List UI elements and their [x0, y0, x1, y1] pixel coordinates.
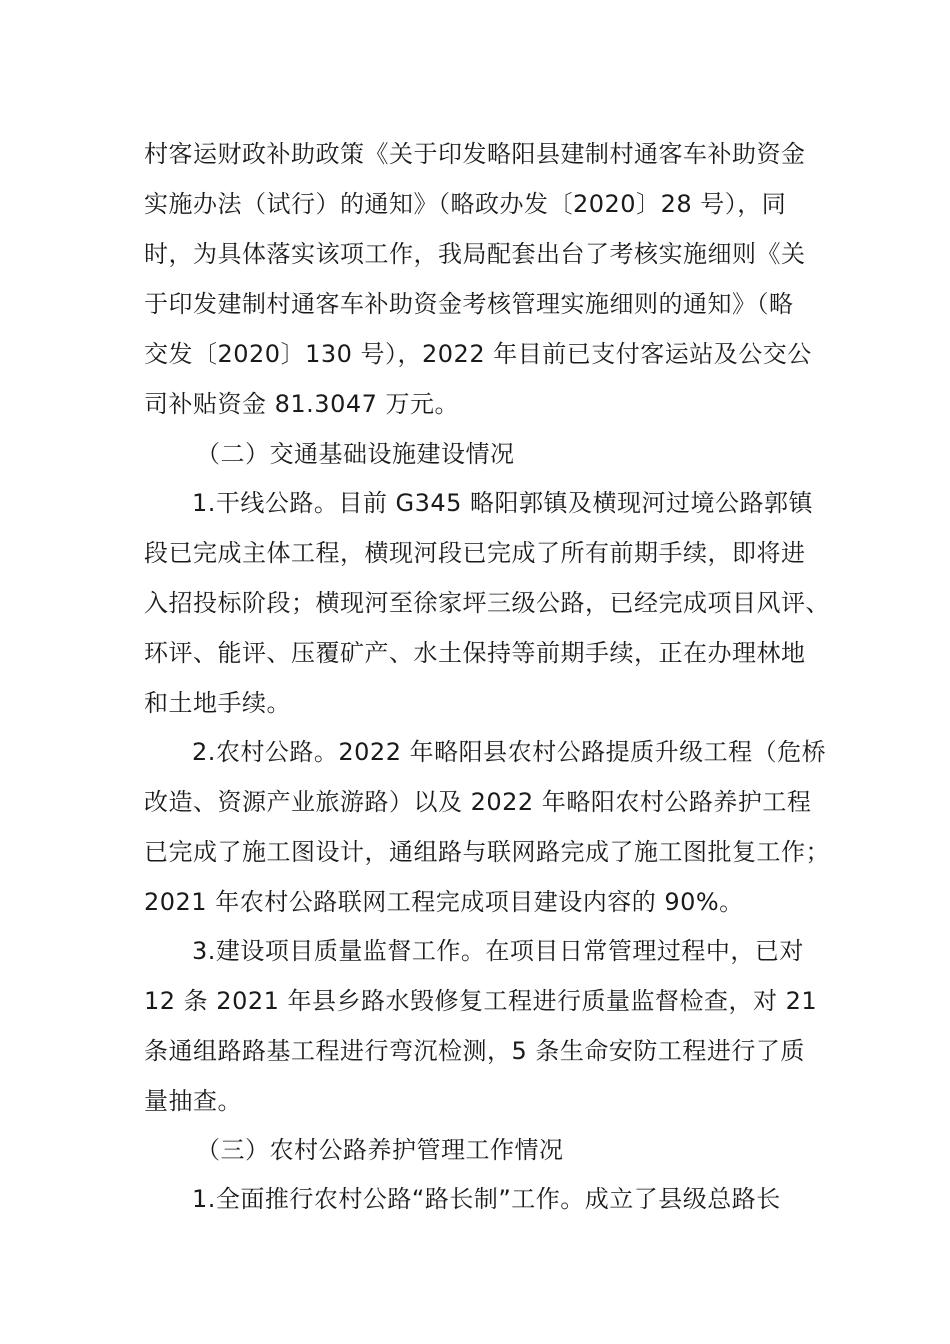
text-line: 2.农村公路。2022 年略阳县农村公路提质升级工程（危桥	[192, 738, 827, 766]
text-line: 12 条 2021 年县乡路水毁修复工程进行质量监督检查，对 21	[144, 987, 818, 1015]
text-line: 改造、资源产业旅游路）以及 2022 年略阳农村公路养护工程	[144, 788, 812, 816]
text-line: 2021 年农村公路联网工程完成项目建设内容的 90%。	[144, 888, 744, 916]
text-line: 3.建设项目质量监督工作。在项目日常管理过程中，已对	[192, 937, 804, 965]
text-line: 交发〔2020〕130 号），2022 年目前已支付客运站及公交公	[144, 340, 812, 368]
text-line: 于印发建制村通客车补助资金考核管理实施细则的通知》（略	[144, 290, 794, 318]
text-line: 实施办法（试行）的通知》（略政办发〔2020〕28 号），同	[144, 190, 787, 218]
text-line: 已完成了施工图设计，通组路与联网路完成了施工图批复工作；	[144, 838, 830, 866]
text-line: 1.干线公路。目前 G345 略阳郭镇及横现河过境公路郭镇	[192, 489, 814, 517]
text-line: 量抽查。	[144, 1087, 242, 1115]
section-heading-infrastructure: （二）交通基础设施建设情况	[196, 440, 515, 468]
text-line: 时，为具体落实该项工作，我局配套出台了考核实施细则《关	[144, 240, 806, 268]
text-line: 环评、能评、压覆矿产、水土保持等前期手续，正在办理林地	[144, 639, 806, 667]
text-line: 段已完成主体工程，横现河段已完成了所有前期手续，即将进	[144, 539, 806, 567]
text-line: 和土地手续。	[144, 689, 291, 717]
text-line: 条通组路路基工程进行弯沉检测，5 条生命安防工程进行了质	[144, 1037, 805, 1065]
text-line: 司补贴资金 81.3047 万元。	[144, 390, 460, 418]
text-line: 1.全面推行农村公路“路长制”工作。成立了县级总路长	[192, 1185, 781, 1213]
section-heading-maintenance: （三）农村公路养护管理工作情况	[196, 1136, 564, 1164]
text-line: 入招投标阶段；横现河至徐家坪三级公路，已经完成项目风评、	[144, 589, 830, 617]
text-line: 村客运财政补助政策《关于印发略阳县建制村通客车补助资金	[144, 140, 806, 168]
